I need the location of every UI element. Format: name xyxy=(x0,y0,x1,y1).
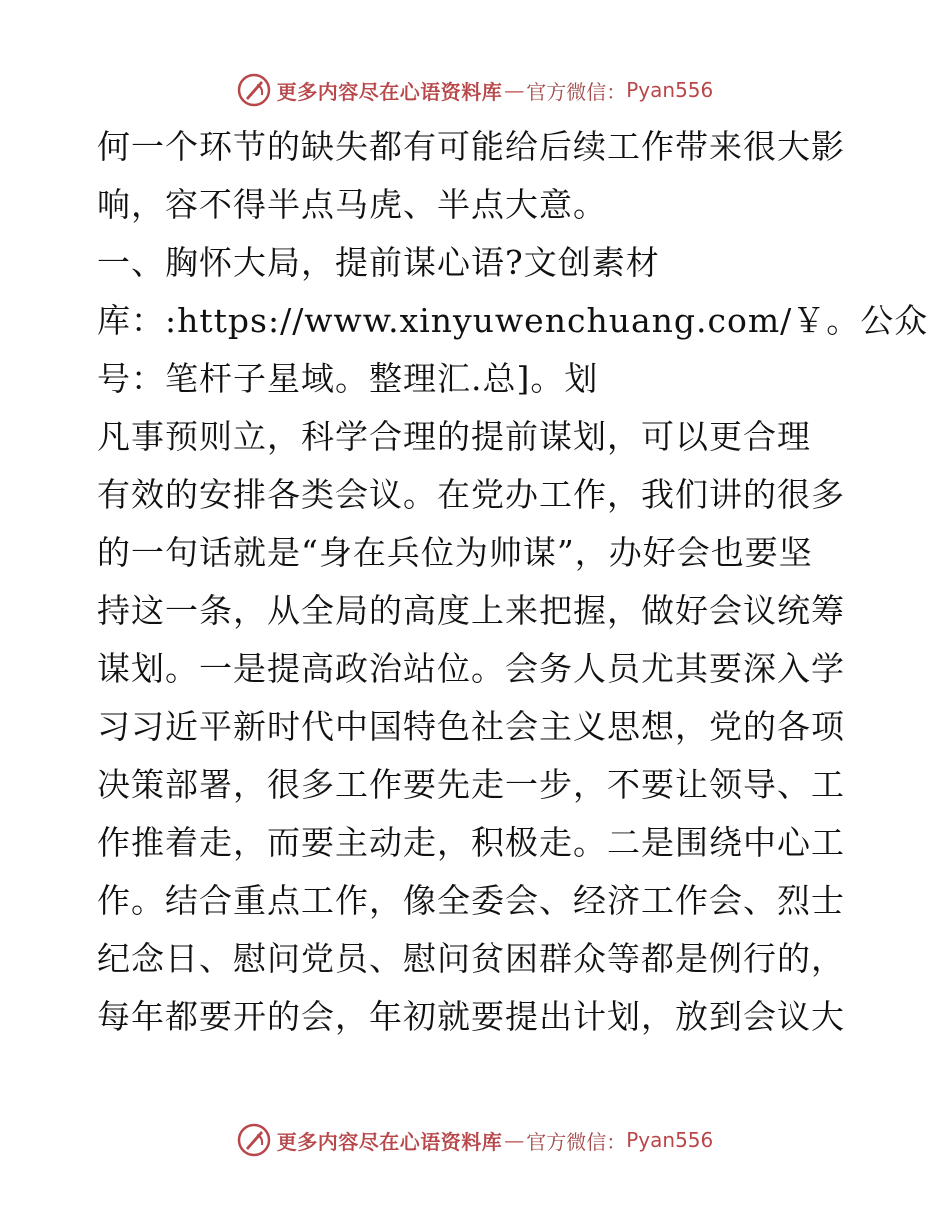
body-line: 有效的安排各类会议。在党办工作，我们讲的很多 xyxy=(97,475,845,514)
quill-logo-icon xyxy=(237,1123,271,1157)
footer-brand-text: 更多内容尽在心语资料库 xyxy=(276,1129,503,1154)
body-line: 作。结合重点工作，像全委会、经济工作会、烈士 xyxy=(97,881,845,920)
body-line: 的一句话就是“身在兵位为帅谋”，办好会也要坚 xyxy=(97,533,813,572)
body-line: 凡事预则立，科学合理的提前谋划，可以更合理 xyxy=(97,417,811,456)
document-body xyxy=(97,118,929,1046)
footer-dash: — xyxy=(504,1128,525,1152)
body-line: 每年都要开的会，年初就要提出计划，放到会议大 xyxy=(97,997,845,1036)
footer-wechat-id: Pyan556 xyxy=(626,1128,714,1152)
body-line: 何一个环节的缺失都有可能给后续工作带来很大影 xyxy=(97,127,845,166)
header-wechat-label: 官方微信： xyxy=(526,79,627,104)
header-wechat-id: Pyan556 xyxy=(626,78,714,102)
body-line: 号：笔杆子星域。整理汇.总]。划 xyxy=(97,359,599,398)
header-dash: — xyxy=(504,78,525,102)
body-line: 纪念日、慰问党员、慰问贫困群众等都是例行的， xyxy=(97,939,845,978)
body-line: 作推着走，而要主动走，积极走。二是围绕中心工 xyxy=(97,823,845,862)
footer-watermark-banner xyxy=(0,1120,950,1160)
section-heading-line: 一、胸怀大局，提前谋心语?文创素材 xyxy=(97,243,660,282)
header-brand-text: 更多内容尽在心语资料库 xyxy=(276,79,503,104)
body-line: 决策部署，很多工作要先走一步，不要让领导、工 xyxy=(97,765,845,804)
footer-wechat-label: 官方微信： xyxy=(526,1129,627,1154)
header-watermark-banner xyxy=(0,70,950,110)
body-line: 响，容不得半点马虎、半点大意。 xyxy=(97,185,607,224)
body-line: 库：:https://www.xinyuwenchuang.com/￥。公众 xyxy=(97,301,929,340)
body-line: 持这一条，从全局的高度上来把握，做好会议统筹 xyxy=(97,591,845,630)
body-line: 谋划。一是提高政治站位。会务人员尤其要深入学 xyxy=(97,649,845,688)
body-line: 习习近平新时代中国特色社会主义思想，党的各项 xyxy=(97,707,845,746)
quill-logo-icon xyxy=(237,73,271,107)
